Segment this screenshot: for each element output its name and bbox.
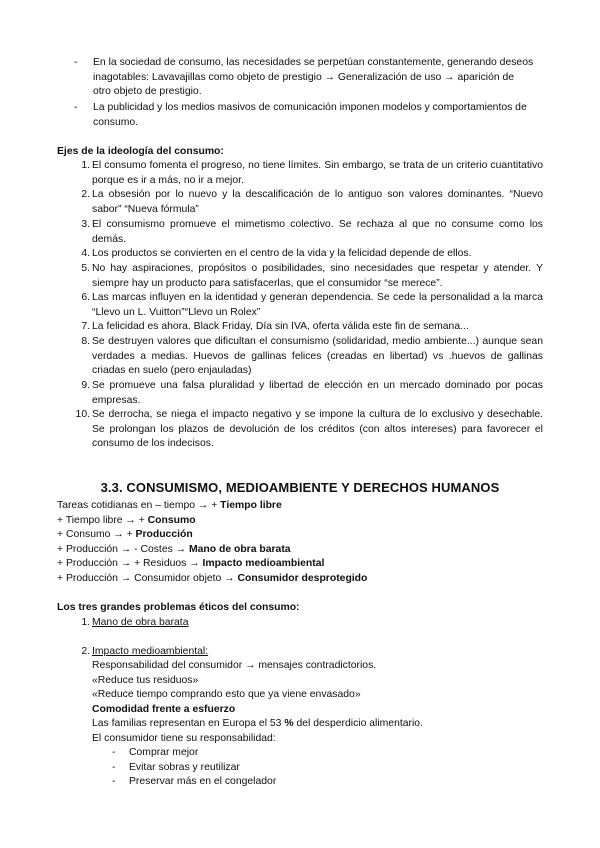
problems-heading: Los tres grandes problemas éticos del consumo: — [57, 602, 300, 613]
item-text: Impacto medioambiental: — [92, 646, 209, 657]
item-text: Se destruyen valores que dificultan el consumismo (solidaridad, medio ambiente...) aunque sean verdades a medias. Huevos de gallinas felices (creadas en libertad) vs .huevos de gallinas criadas en suelo (pero enjauladas) — [92, 336, 543, 377]
ejes-item — [73, 262, 543, 291]
ejes-heading: Ejes de la ideología del consumo: — [57, 146, 224, 157]
action-item — [112, 761, 240, 776]
ejes-item — [73, 247, 543, 262]
item-number: 2. — [81, 646, 90, 657]
item-text: Las marcas influyen en la identidad y generan dependencia. Se cede la personalidad a la marca “Llevo un L. Vuitton”“Llevo un Rolex” — [92, 292, 543, 318]
flow-line — [57, 543, 291, 558]
bullet-marker: - — [74, 57, 78, 68]
item-number: 4. — [81, 248, 90, 259]
item-text: Se promueve una falsa pluralidad y libertad de elección en un mercado dominado por pocas empresas. — [92, 380, 543, 406]
ejes-item — [73, 335, 543, 379]
item-text: La obsesión por lo nuevo y la descalificación de lo antiguo son valores dominantes. “Nuevo sabor” “Nueva fórmula” — [92, 189, 543, 215]
impact-line: «Reduce tus residuos» — [92, 675, 199, 686]
section-title: 3.3. CONSUMISMO, MEDIOAMBIENTE Y DERECHOS HUMANOS — [100, 480, 500, 495]
impact-line: Responsabilidad del consumidor → mensajes contradictorios. — [92, 660, 377, 671]
item-number: 1. — [81, 160, 90, 171]
item-text: No hay aspiraciones, propósitos o posibilidades, sino necesidades que respetar y atender. Y siempre hay un producto para satisfacerlas, que el consumidor “se merece”. — [92, 263, 543, 289]
bullet-text: En la sociedad de consumo, las necesidades se perpetúan constantemente, generando deseos inagotables: Lavavajillas como objeto de prestigio → Generalización de uso → aparición de otro objeto de prestigio. — [93, 57, 534, 98]
flow-result: Consumidor desprotegido — [237, 573, 368, 584]
flow-text: + Producción → + Residuos → — [57, 558, 203, 569]
ejes-item — [73, 379, 543, 408]
flow-text: Tareas cotidianas en – tiempo → + — [57, 500, 221, 511]
flow-text: + Producción → - Costes → — [57, 544, 189, 555]
item-number: 1. — [81, 617, 90, 628]
ejes-item — [73, 159, 543, 188]
flow-result: Consumo — [147, 515, 196, 526]
waste-prefix: Las familias representan en Europa el 53 — [92, 718, 285, 729]
action-text: Evitar sobras y reutilizar — [129, 762, 240, 773]
ejes-item — [73, 320, 543, 335]
problem-item — [73, 645, 543, 660]
item-number: 3. — [81, 219, 90, 230]
flow-text: + Tiempo libre → + — [57, 515, 148, 526]
flow-result: Tiempo libre — [220, 500, 282, 511]
action-item — [112, 775, 276, 790]
bullet-marker: - — [74, 102, 78, 113]
ejes-item — [73, 188, 543, 217]
intro-bullet — [74, 56, 534, 100]
item-number: 10. — [75, 409, 90, 420]
flow-result: Producción — [135, 529, 193, 540]
item-number: 5. — [81, 263, 90, 274]
bullet-marker: - — [112, 776, 116, 787]
item-number: 7. — [81, 321, 90, 332]
flow-line — [57, 572, 367, 587]
item-number: 9. — [81, 380, 90, 391]
ejes-item — [73, 291, 543, 320]
item-text: Mano de obra barata — [92, 617, 189, 628]
flow-line — [57, 499, 282, 514]
problem-item — [73, 616, 543, 631]
flow-line — [57, 514, 196, 529]
responsibility-line: El consumidor tiene su responsabilidad: — [92, 733, 276, 744]
item-text: Los productos se convierten en el centro de la vida y la felicidad depende de ellos. — [92, 248, 472, 259]
intro-bullet — [74, 101, 534, 130]
item-number: 8. — [81, 336, 90, 347]
waste-line — [92, 717, 423, 732]
flow-text: + Producción → Consumidor objeto → — [57, 573, 238, 584]
impact-line: «Reduce tiempo comprando esto que ya viene envasado» — [92, 689, 361, 700]
action-text: Preservar más en el congelador — [129, 776, 277, 787]
action-text: Comprar mejor — [129, 747, 199, 758]
flow-line — [57, 528, 193, 543]
item-text: La felicidad es ahora. Black Friday, Día sin IVA, oferta válida este fin de semana... — [92, 321, 469, 332]
waste-percent: % — [284, 718, 294, 729]
action-item — [112, 746, 198, 761]
flow-line — [57, 557, 324, 572]
waste-suffix: del desperdicio alimentario. — [293, 718, 423, 729]
bullet-marker: - — [112, 747, 116, 758]
flow-text: + Consumo → + — [57, 529, 136, 540]
comodidad-heading: Comodidad frente a esfuerzo — [92, 704, 236, 715]
flow-result: Impacto medioambiental — [202, 558, 325, 569]
item-number: 2. — [81, 189, 90, 200]
item-text: Se derrocha, se niega el impacto negativo y se impone la cultura de lo exclusivo y desechable. Se prolongan los plazos de devolución de los créditos (con altos intereses) para favorecer el consumo de los indecisos. — [92, 409, 543, 450]
item-text: El consumismo promueve el mimetismo colectivo. Se rechaza al que no consume como los demás. — [92, 219, 543, 245]
flow-result: Mano de obra barata — [188, 544, 291, 555]
item-number: 6. — [81, 292, 90, 303]
bullet-marker: - — [112, 762, 116, 773]
ejes-item — [73, 218, 543, 247]
bullet-text: La publicidad y los medios masivos de comunicación imponen modelos y comportamientos de consumo. — [93, 102, 527, 128]
item-text: El consumo fomenta el progreso, no tiene límites. Sin embargo, se trata de un criterio cuantitativo porque es ir a más, no ir a mejor. — [92, 160, 543, 186]
ejes-item — [73, 408, 543, 452]
